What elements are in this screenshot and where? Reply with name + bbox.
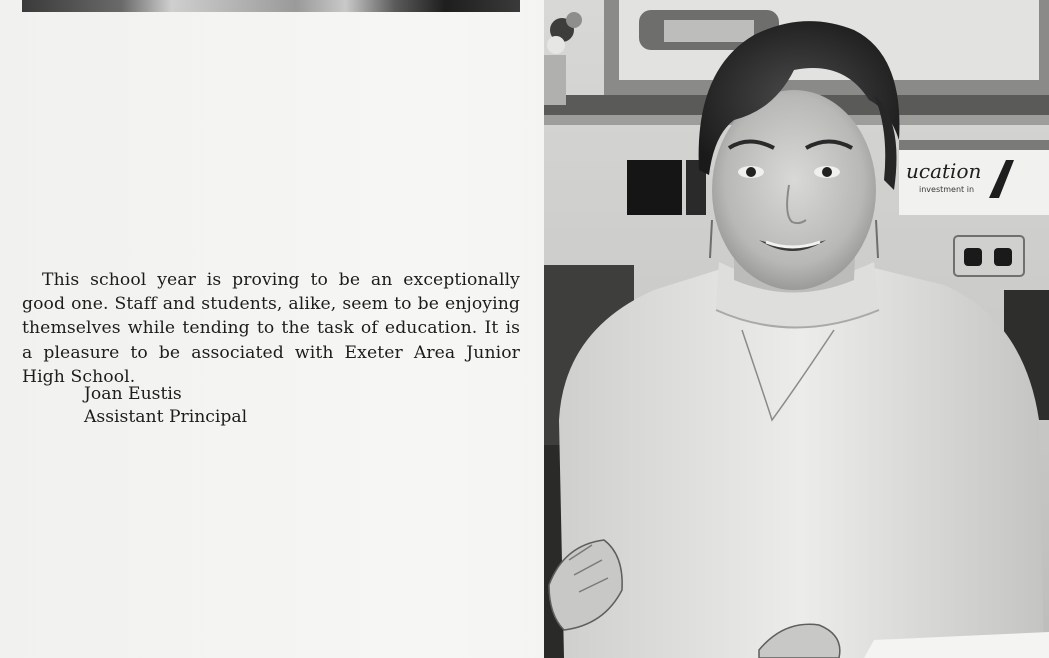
principal-message: This school year is proving to be an exceptionally good one. Staff and students, alike, seem to be enjoying themselves while tending to the task of education. It is a pleasure to be associated with Exeter Area Junior High School. bbox=[22, 270, 520, 387]
signature-title: Assistant Principal bbox=[84, 407, 248, 427]
signature-name: Joan Eustis bbox=[84, 384, 182, 404]
banner-subtext: investment in bbox=[919, 185, 975, 194]
top-photo-strip bbox=[22, 0, 520, 12]
banner-text: ucation bbox=[906, 159, 982, 183]
portrait-photo bbox=[544, 0, 1049, 658]
